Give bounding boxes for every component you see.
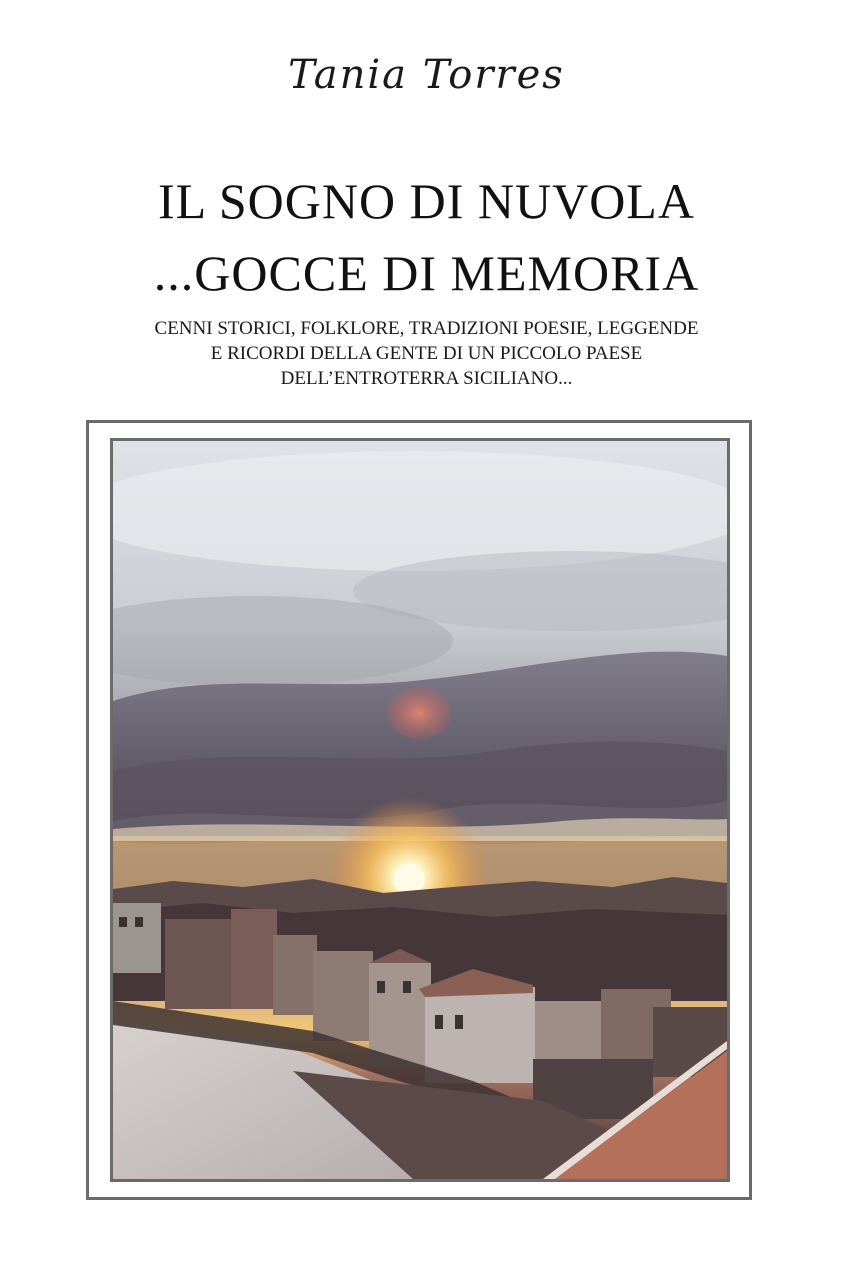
lens-flare [387,687,451,739]
subtitle [0,316,853,391]
subtitle-line-2: E RICORDI DELLA GENTE DI UN PICCOLO PAESE [210,343,643,364]
author-name: Tania Torres [288,52,565,98]
title-line-2: ...GOCCE DI MEMORIA [153,245,700,301]
title-line-1: IL SOGNO DI NUVOLA [158,173,695,229]
cover-photo-illustration [113,441,727,1179]
subtitle-line-1: CENNI STORICI, FOLKLORE, TRADIZIONI POESIE, LEGGENDE [154,318,699,339]
cover-photo [110,438,730,1182]
subtitle-line-3: DELL’ENTROTERRA SICILIANO... [280,368,573,389]
